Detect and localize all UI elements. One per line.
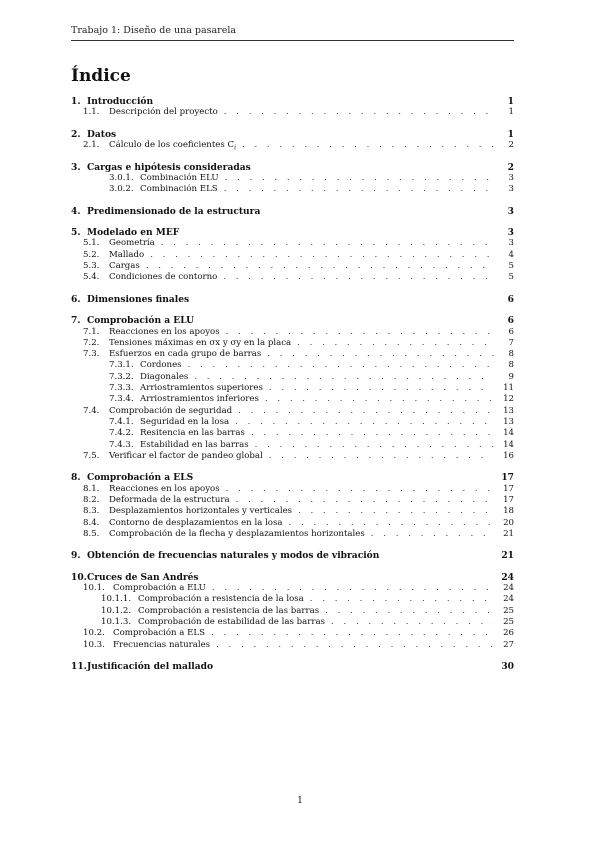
toc-title-text: Comprobación a resistencia de la losa <box>138 594 304 605</box>
toc-section-5-2[interactable] <box>71 250 514 261</box>
toc-page: 18 <box>503 506 514 517</box>
toc-chapter-2[interactable] <box>71 129 514 140</box>
toc-page: 14 <box>503 428 514 439</box>
toc-page: 3 <box>508 184 514 195</box>
toc-title-text: Justificación del mallado <box>87 661 214 673</box>
toc-page: 3 <box>508 238 514 249</box>
toc-number: 7.2. <box>83 337 100 348</box>
toc-number: 8.5. <box>83 528 100 539</box>
toc-number: 3.0.1. <box>109 172 134 183</box>
toc-title-text: Comprobación a ELS <box>113 628 206 639</box>
toc-number: 8.2. <box>83 494 100 505</box>
toc-number: 7.3.4. <box>109 394 134 405</box>
toc-chapter-10[interactable] <box>71 572 514 583</box>
toc-title-text: Comprobación a ELU <box>113 583 206 594</box>
toc-title-text: Contorno de desplazamientos en la losa <box>109 517 283 528</box>
toc-page: 16 <box>503 450 514 461</box>
toc-title-text: Cargas e hipótesis consideradas <box>87 161 251 173</box>
toc-section-7-1[interactable] <box>71 327 514 338</box>
toc-page: 12 <box>503 394 514 405</box>
toc-subsection-10-1-2[interactable] <box>71 606 514 617</box>
toc-section-8-2[interactable] <box>71 495 514 506</box>
toc-page: 5 <box>508 261 514 272</box>
toc-page: 8 <box>508 360 514 371</box>
toc-number: 7.4.3. <box>109 439 134 450</box>
running-header: Trabajo 1: Diseño de una pasarela <box>71 25 237 36</box>
toc-number: 8.4. <box>83 517 100 528</box>
toc-page: 1 <box>508 107 514 118</box>
toc-title-text: Descripción del proyecto <box>109 107 218 118</box>
toc-page: 1 <box>507 128 514 140</box>
toc-subsection-7-3-4[interactable] <box>71 394 514 405</box>
toc-number: 3.0.2. <box>109 184 134 195</box>
toc-number: 5.3. <box>83 261 100 272</box>
toc-section-10-2[interactable] <box>71 628 514 639</box>
toc-page: 6 <box>507 293 514 305</box>
toc-number: 7.3.3. <box>109 383 134 394</box>
toc-page: 21 <box>501 550 514 562</box>
toc-chapter-7[interactable] <box>71 315 514 326</box>
toc-page: 3 <box>507 227 514 239</box>
toc-number: 8.3. <box>83 506 100 517</box>
toc-title-text: Seguridad en la losa <box>140 416 230 427</box>
toc-number: 1.1. <box>83 107 100 118</box>
toc-number: 6. <box>71 293 81 305</box>
toc-number: 10.2. <box>83 628 105 639</box>
toc-page: 14 <box>503 439 514 450</box>
toc-page: 5 <box>508 272 514 283</box>
toc-title-text: Diagonales <box>140 371 189 382</box>
toc-section-8-1[interactable] <box>71 484 514 495</box>
toc-number: 5. <box>71 227 81 239</box>
toc-number: 10.1.2. <box>101 605 132 616</box>
toc-title-text: Tensiones máximas en σx y σy en la placa <box>109 337 292 348</box>
toc-chapter-3[interactable] <box>71 162 514 173</box>
toc-title-text: Comprobación a resistencia de las barras <box>138 605 320 616</box>
toc-section-8-5[interactable] <box>71 529 514 540</box>
toc-number: 8.1. <box>83 483 100 494</box>
toc-number: 10. <box>71 571 87 583</box>
toc-number: 10.1.1. <box>101 594 132 605</box>
toc-number: 7.5. <box>83 450 100 461</box>
toc-title-text: Frecuencias naturales <box>113 639 211 650</box>
toc-page: 24 <box>501 571 514 583</box>
toc-number: 7.1. <box>83 326 100 337</box>
toc-number: 7.3. <box>83 349 100 360</box>
toc-title-text: Mallado <box>109 249 145 260</box>
toc-page: 8 <box>508 349 514 360</box>
toc-title-text: Condiciones de contorno <box>109 272 218 283</box>
toc-number: 10.1. <box>83 583 105 594</box>
toc-title-text: Comprobación de seguridad <box>109 405 233 416</box>
toc-chapter-1[interactable] <box>71 96 514 107</box>
toc-number: 1. <box>71 96 81 107</box>
toc-number: 5.2. <box>83 249 100 260</box>
toc-title-text: Comprobación a ELS <box>87 472 194 484</box>
toc-title-text: Verificar el factor de pandeo global <box>109 450 263 461</box>
toc-title-text: Arriostramientos inferiores <box>140 394 259 405</box>
toc-subsection-7-4-3[interactable] <box>71 440 514 451</box>
toc-number: 5.4. <box>83 272 100 283</box>
toc-subsection-3-0-1[interactable] <box>71 173 514 184</box>
toc-title-text: Comprobación a ELU <box>87 315 195 327</box>
toc-number: 4. <box>71 205 81 217</box>
toc-number: 10.3. <box>83 639 105 650</box>
toc-page: 17 <box>503 494 514 505</box>
toc-chapter-11[interactable] <box>71 661 514 672</box>
toc-title-text: Reacciones en los apoyos <box>109 483 220 494</box>
toc-page: 17 <box>503 483 514 494</box>
toc-page: 4 <box>508 249 514 260</box>
toc-section-10-1[interactable] <box>71 583 514 594</box>
toc-title-text: Cargas <box>109 261 140 272</box>
toc-page: 25 <box>503 605 514 616</box>
toc-page: 27 <box>503 639 514 650</box>
toc-page: 26 <box>503 628 514 639</box>
toc-title-text: Datos <box>87 128 117 140</box>
toc-title-text: Deformada de la estructura <box>109 494 230 505</box>
page-number: 1 <box>297 796 303 806</box>
toc-section-5-1[interactable] <box>71 238 514 249</box>
toc-section-8-4[interactable] <box>71 518 514 529</box>
toc-title-text: Reacciones en los apoyos <box>109 326 220 337</box>
toc-title-text: Esfuerzos en cada grupo de barras <box>109 349 262 360</box>
toc-section-5-4[interactable] <box>71 272 514 283</box>
toc-section-7-4[interactable] <box>71 406 514 417</box>
toc-number: 8. <box>71 472 81 484</box>
toc-title-text: Modelado en MEF <box>87 227 180 239</box>
toc-section-8-3[interactable] <box>71 506 514 517</box>
toc-title-text: Comprobación de estabilidad de las barras <box>138 616 326 627</box>
toc-title-text: Desplazamientos horizontales y verticales <box>109 506 293 517</box>
toc-page: 25 <box>503 616 514 627</box>
toc-title-text: Arriostramientos superiores <box>140 383 263 394</box>
toc-number: 11. <box>71 661 87 673</box>
toc-title: Índice <box>71 66 131 86</box>
toc-title-text: Cordones <box>140 360 182 371</box>
toc-subsection-10-1-1[interactable] <box>71 594 514 605</box>
toc-number: 2.1. <box>83 140 100 151</box>
toc-chapter-8[interactable] <box>71 472 514 483</box>
toc-section-10-3[interactable] <box>71 640 514 651</box>
toc-title-text: Cálculo de los coeficientes $C_i$ <box>109 140 236 152</box>
toc-subsection-7-3-2[interactable] <box>71 372 514 383</box>
toc-page: 6 <box>507 315 514 327</box>
toc-number: 7.4. <box>83 405 100 416</box>
toc-subsection-7-4-1[interactable] <box>71 417 514 428</box>
toc-title-text: Dimensiones finales <box>87 293 190 305</box>
toc-page: 24 <box>503 583 514 594</box>
toc-section-5-3[interactable] <box>71 261 514 272</box>
toc-number: 7.3.2. <box>109 371 134 382</box>
toc-number: 3. <box>71 161 81 173</box>
toc-page: 11 <box>503 383 514 394</box>
toc-number: 5.1. <box>83 238 100 249</box>
toc-subsection-7-3-1[interactable] <box>71 360 514 371</box>
toc-page: 3 <box>508 172 514 183</box>
toc-page: 24 <box>503 594 514 605</box>
toc-number: 7. <box>71 315 81 327</box>
toc-page: 13 <box>503 405 514 416</box>
toc-number: 10.1.3. <box>101 616 132 627</box>
toc-number: 9. <box>71 550 81 562</box>
toc-number: 7.4.2. <box>109 428 134 439</box>
toc-title-text: Cruces de San Andrés <box>87 571 199 583</box>
toc-subsection-7-3-3[interactable] <box>71 383 514 394</box>
toc-title-text: Estabilidad en las barras <box>140 439 249 450</box>
toc-subsection-10-1-3[interactable] <box>71 617 514 628</box>
toc-number: 7.4.1. <box>109 416 134 427</box>
toc-section-7-3[interactable] <box>71 349 514 360</box>
toc-subsection-3-0-2[interactable] <box>71 184 514 195</box>
toc-page: 21 <box>503 528 514 539</box>
toc-page: 2 <box>508 140 514 151</box>
toc-page: 7 <box>508 337 514 348</box>
toc-page: 9 <box>508 371 514 382</box>
toc-chapter-5[interactable] <box>71 227 514 238</box>
toc-page: 6 <box>508 326 514 337</box>
toc-page: 17 <box>501 472 514 484</box>
toc-title-text: Predimensionado de la estructura <box>87 205 261 217</box>
toc-title-text: Introducción <box>87 96 154 107</box>
toc-section-7-2[interactable] <box>71 338 514 349</box>
toc-chapter-6[interactable] <box>71 294 514 305</box>
table-of-contents <box>71 96 514 672</box>
toc-number: 7.3.1. <box>109 360 134 371</box>
toc-section-2-1[interactable] <box>71 140 514 151</box>
toc-section-7-5[interactable] <box>71 451 514 462</box>
toc-page: 13 <box>503 416 514 427</box>
toc-title-text: Combinación ELS <box>140 184 218 195</box>
toc-page: 1 <box>507 96 514 107</box>
toc-title-text: Obtención de frecuencias naturales y modos de vibración <box>87 550 380 562</box>
toc-number: 2. <box>71 128 81 140</box>
toc-title-text: Resitencia en las barras <box>140 428 245 439</box>
toc-page: 3 <box>507 205 514 217</box>
toc-section-1-1[interactable] <box>71 107 514 118</box>
toc-title-text: Combinación ELU <box>140 172 219 183</box>
header-rule <box>71 40 514 41</box>
toc-chapter-4[interactable] <box>71 206 514 217</box>
toc-page: 2 <box>507 161 514 173</box>
toc-title-text: Comprobación de la flecha y desplazamientos horizontales <box>109 528 365 539</box>
toc-page: 30 <box>501 661 514 673</box>
toc-chapter-9[interactable] <box>71 550 514 561</box>
toc-subsection-7-4-2[interactable] <box>71 428 514 439</box>
toc-title-text: Geometría <box>109 238 155 249</box>
toc-page: 20 <box>503 517 514 528</box>
